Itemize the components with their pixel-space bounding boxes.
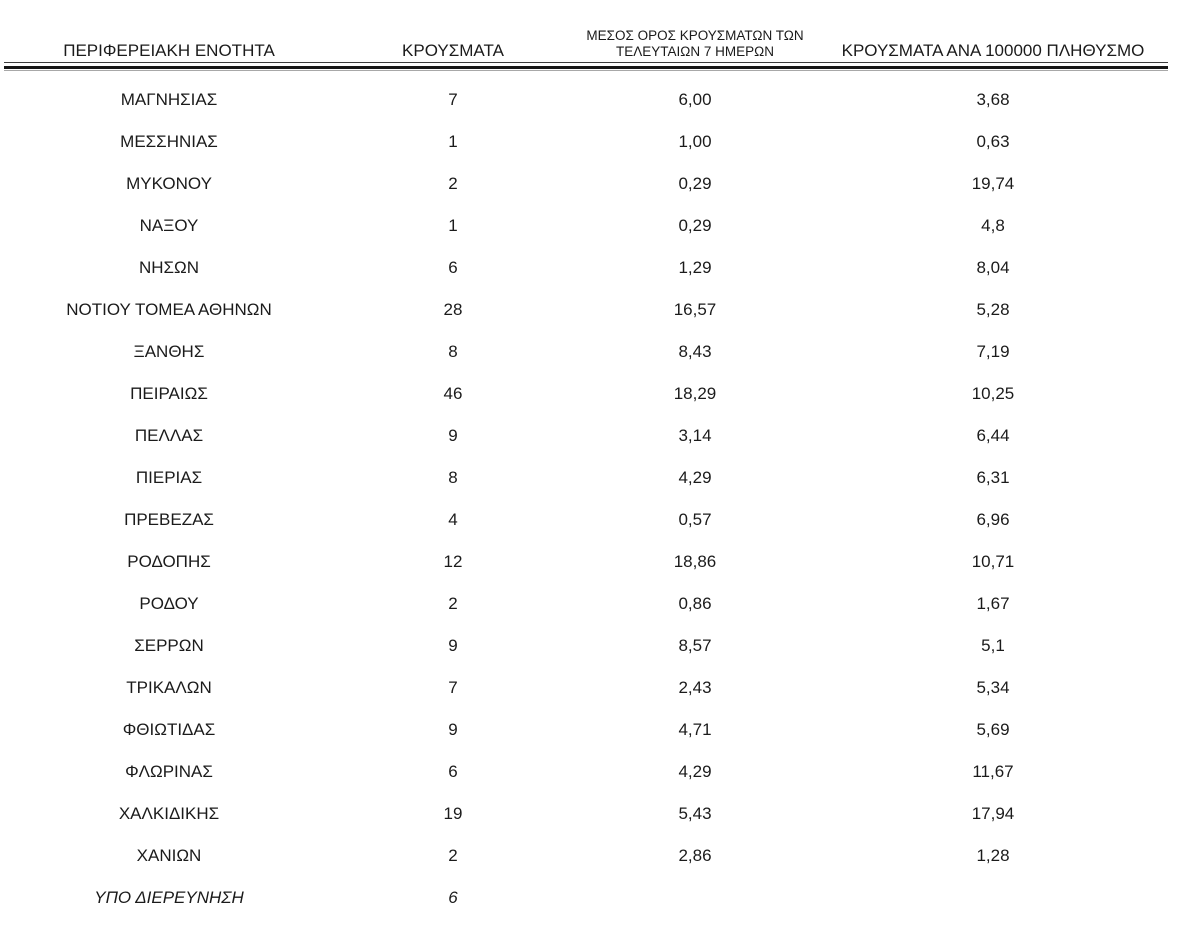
cases-value: 9 — [448, 720, 458, 739]
table-row — [4, 835, 1168, 877]
table-row — [4, 499, 1168, 541]
table-row — [4, 667, 1168, 709]
avg7-value: 18,29 — [673, 384, 717, 403]
per100k-value — [818, 877, 1168, 919]
region-name: ΜΕΣΣΗΝΙΑΣ — [120, 132, 218, 151]
region-name: ΠΙΕΡΙΑΣ — [135, 468, 203, 487]
region-name: ΝΟΤΙΟΥ ΤΟΜΕΑ ΑΘΗΝΩΝ — [66, 300, 272, 319]
column-header-region — [4, 0, 334, 63]
column-header-region-label: ΠΕΡΙΦΕΡΕΙΑΚΗ ΕΝΟΤΗΤΑ — [63, 41, 275, 60]
avg7-value: 4,71 — [678, 720, 712, 739]
cases-value: 6 — [448, 888, 458, 907]
region-name: ΝΑΞΟΥ — [139, 216, 199, 235]
region-name: ΦΛΩΡΙΝΑΣ — [125, 762, 213, 781]
table-row — [4, 415, 1168, 457]
avg7-value: 0,29 — [678, 174, 712, 193]
column-header-per100k — [818, 0, 1168, 63]
header-divider-cell — [4, 63, 1168, 72]
avg7-value: 6,00 — [678, 90, 712, 109]
region-name: ΣΕΡΡΩΝ — [134, 636, 204, 655]
cases-value: 7 — [448, 678, 458, 697]
region-name: ΧΑΛΚΙΔΙΚΗΣ — [118, 804, 220, 823]
cases-value: 7 — [448, 90, 458, 109]
table-row — [4, 709, 1168, 751]
table-row — [4, 457, 1168, 499]
header-divider-row — [4, 63, 1168, 72]
cases-value: 8 — [448, 468, 458, 487]
avg7-value: 8,43 — [678, 342, 712, 361]
per100k-value: 3,68 — [976, 90, 1010, 109]
per100k-value: 6,96 — [976, 510, 1010, 529]
avg7-value: 4,29 — [678, 468, 712, 487]
per100k-value: 19,74 — [971, 174, 1015, 193]
cases-value: 2 — [448, 174, 458, 193]
per100k-value: 5,34 — [976, 678, 1010, 697]
table-row — [4, 247, 1168, 289]
region-name: ΤΡΙΚΑΛΩΝ — [126, 678, 212, 697]
table-row — [4, 625, 1168, 667]
cases-value: 9 — [448, 636, 458, 655]
region-name: ΡΟΔΟΥ — [139, 594, 199, 613]
cases-value: 12 — [443, 552, 463, 571]
region-name: ΠΕΙΡΑΙΩΣ — [130, 384, 208, 403]
table-row — [4, 373, 1168, 415]
table-header — [4, 0, 1168, 71]
region-name: ΜΥΚΟΝΟΥ — [126, 174, 212, 193]
cases-value: 6 — [448, 258, 458, 277]
table-row — [4, 289, 1168, 331]
per100k-value: 10,25 — [971, 384, 1015, 403]
per100k-value: 1,67 — [976, 594, 1010, 613]
cases-value: 46 — [443, 384, 463, 403]
per100k-value: 1,28 — [976, 846, 1010, 865]
avg7-value: 8,57 — [678, 636, 712, 655]
table-row — [4, 583, 1168, 625]
table-row — [4, 205, 1168, 247]
region-name: ΥΠΟ ΔΙΕΡΕΥΝΗΣΗ — [94, 888, 244, 907]
cases-value: 1 — [448, 216, 458, 235]
per100k-value: 5,69 — [976, 720, 1010, 739]
cases-value: 1 — [448, 132, 458, 151]
header-row — [4, 0, 1168, 63]
per100k-value: 0,63 — [976, 132, 1010, 151]
column-header-avg7 — [572, 0, 818, 63]
per100k-value: 10,71 — [971, 552, 1015, 571]
per100k-value: 17,94 — [971, 804, 1015, 823]
avg7-value: 3,14 — [678, 426, 712, 445]
cases-value: 4 — [448, 510, 458, 529]
column-header-cases-label: ΚΡΟΥΣΜΑΤΑ — [402, 41, 504, 60]
avg7-value: 0,57 — [678, 510, 712, 529]
avg7-value: 16,57 — [673, 300, 717, 319]
cases-value: 28 — [443, 300, 463, 319]
avg7-value: 1,00 — [678, 132, 712, 151]
cases-value: 19 — [443, 804, 463, 823]
cases-value: 2 — [448, 594, 458, 613]
per100k-value: 4,8 — [981, 216, 1005, 235]
column-header-per100k-label: ΚΡΟΥΣΜΑΤΑ ΑΝΑ 100000 ΠΛΗΘΥΣΜΟ — [841, 41, 1145, 60]
avg7-value: 0,86 — [678, 594, 712, 613]
region-name: ΠΡΕΒΕΖΑΣ — [124, 510, 214, 529]
table-row — [4, 541, 1168, 583]
region-name: ΦΘΙΩΤΙΔΑΣ — [122, 720, 216, 739]
region-name: ΠΕΛΛΑΣ — [134, 426, 204, 445]
per100k-value: 5,28 — [976, 300, 1010, 319]
cases-value: 8 — [448, 342, 458, 361]
avg7-value: 2,86 — [678, 846, 712, 865]
table-row — [4, 163, 1168, 205]
table-row — [4, 751, 1168, 793]
per100k-value: 8,04 — [976, 258, 1010, 277]
cases-value: 9 — [448, 426, 458, 445]
region-name: ΞΑΝΘΗΣ — [133, 342, 205, 361]
per100k-value: 6,31 — [976, 468, 1010, 487]
avg7-value: 5,43 — [678, 804, 712, 823]
avg7-value: 0,29 — [678, 216, 712, 235]
region-name: ΡΟΔΟΠΗΣ — [127, 552, 211, 571]
table-body — [4, 71, 1168, 919]
per100k-value: 5,1 — [981, 636, 1005, 655]
column-header-avg7-line2: ΤΕΛΕΥΤΑΙΩΝ 7 ΗΜΕΡΩΝ — [616, 44, 774, 59]
table-row — [4, 331, 1168, 373]
region-name: ΝΗΣΩΝ — [138, 258, 200, 277]
avg7-value: 18,86 — [673, 552, 717, 571]
table-row — [4, 71, 1168, 121]
avg7-value — [572, 877, 818, 919]
region-name: ΧΑΝΙΩΝ — [136, 846, 202, 865]
table-row — [4, 877, 1168, 919]
per100k-value: 6,44 — [976, 426, 1010, 445]
column-header-cases — [334, 0, 572, 63]
cases-value: 2 — [448, 846, 458, 865]
region-name: ΜΑΓΝΗΣΙΑΣ — [120, 90, 218, 109]
avg7-value: 4,29 — [678, 762, 712, 781]
regional-cases-table — [4, 0, 1168, 919]
table-row — [4, 121, 1168, 163]
cases-value: 6 — [448, 762, 458, 781]
per100k-value: 11,67 — [972, 762, 1014, 781]
avg7-value: 1,29 — [678, 258, 712, 277]
header-divider-thick-rule — [4, 66, 1168, 69]
table-row — [4, 793, 1168, 835]
column-header-avg7-line1: ΜΕΣΟΣ ΟΡΟΣ ΚΡΟΥΣΜΑΤΩΝ ΤΩΝ — [586, 28, 804, 43]
per100k-value: 7,19 — [976, 342, 1010, 361]
avg7-value: 2,43 — [678, 678, 712, 697]
